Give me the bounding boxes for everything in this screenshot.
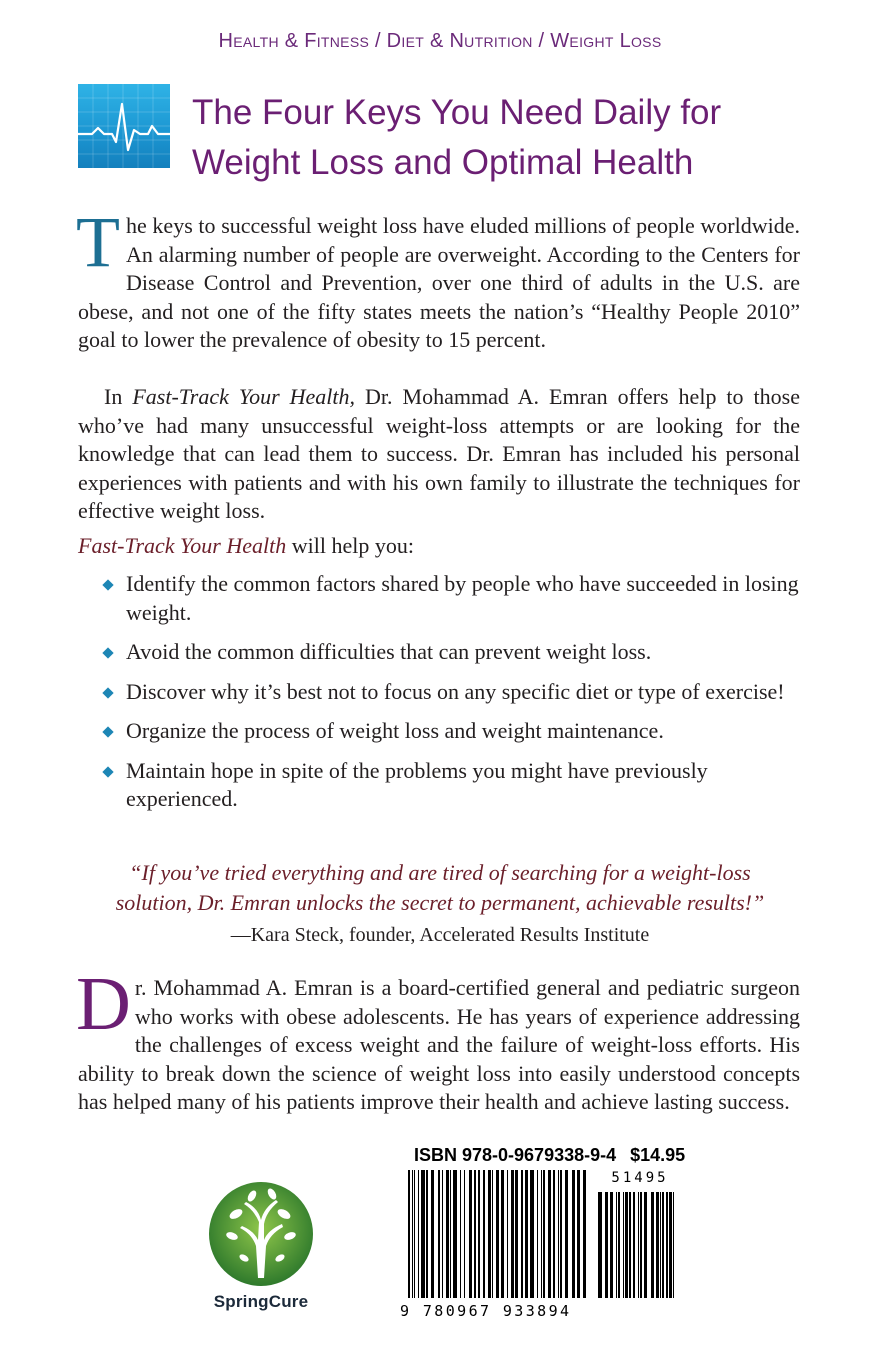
quote-attribution: —Kara Steck, founder, Accelerated Results Institute <box>230 924 650 946</box>
isbn-price-line <box>414 1145 685 1166</box>
barcode-bar <box>450 1170 451 1298</box>
barcode-bar <box>492 1170 493 1298</box>
barcode-bar <box>464 1170 465 1298</box>
barcode-bar <box>638 1192 639 1298</box>
barcode-bar <box>644 1192 647 1298</box>
barcode-bar <box>572 1170 575 1298</box>
barcode-bar <box>598 1192 602 1298</box>
intro-text: he keys to successful weight loss have eluded millions of people worldwide. An alarming number of people are overweight. According to the Centers for Disease Control and Prevention, over one third of adults in the U.S. are obese, and not one of the fifty states meets the nation’s “Healthy People 2010” goal to lower the prevalence of obesity to 15 percent. <box>78 213 800 352</box>
intro-dropcap: T <box>76 202 120 282</box>
barcode-bar <box>418 1170 419 1298</box>
barcode-bar <box>623 1192 624 1298</box>
publisher-name: SpringCure <box>213 1292 309 1311</box>
barcode-bar <box>511 1170 514 1298</box>
list-item-text: Avoid the common difficulties that can prevent weight loss. <box>126 639 652 664</box>
list-item <box>104 678 804 707</box>
barcode-bar <box>525 1170 528 1298</box>
ean-barcode-icon <box>406 1170 586 1306</box>
barcode-bar <box>478 1170 480 1298</box>
barcode-bar <box>537 1170 538 1298</box>
barcode-bar <box>583 1170 586 1298</box>
barcode-bar <box>577 1170 580 1298</box>
barcode-bar <box>426 1170 428 1298</box>
author-bio <box>76 962 800 1117</box>
description-book-title: Fast-Track Your Health, <box>132 384 356 409</box>
diamond-bullet-icon <box>102 766 113 777</box>
barcode-bar <box>666 1192 668 1298</box>
list-item <box>104 638 804 667</box>
barcode-bar <box>625 1192 628 1298</box>
barcode-bar <box>660 1192 661 1298</box>
quote-line-2: solution, Dr. Emran unlocks the secret to permanent, achievable results!” <box>115 890 765 915</box>
testimonial-quote <box>40 858 840 918</box>
barcode-bar <box>616 1192 617 1298</box>
description-text: Dr. Mohammad A. Emran offers help to those who’ve had many unsuccessful weight-loss attempts or are looking for the knowledge that can lead them to success. Dr. Emran has included his personal experiences with patients and with his own family to illustrate the techniques for effective weight loss. <box>78 384 800 523</box>
author-bio-text: r. Mohammad A. Emran is a board-certified general and pediatric surgeon who works with obese adolescents. He has years of experience addressing the challenges of excess weight and the failure of weight-loss efforts. His ability to break down the science of weight loss into easily understood concepts has helped many of his patients improve their health and achieve lasting success. <box>78 975 800 1114</box>
barcode-bar <box>605 1192 608 1298</box>
list-item <box>104 757 804 814</box>
barcode-bar <box>431 1170 434 1298</box>
list-item <box>104 570 804 627</box>
barcode-bar <box>408 1170 410 1298</box>
barcode-bar <box>618 1192 620 1298</box>
barcode-bar <box>474 1170 476 1298</box>
barcode-bar <box>496 1170 499 1298</box>
barcode-bar <box>640 1192 642 1298</box>
benefits-list <box>104 570 804 825</box>
barcode-bar <box>488 1170 491 1298</box>
helps-text: will help you: <box>286 533 414 558</box>
barcode-bar <box>483 1170 485 1298</box>
category-breadcrumb: Health & Fitness / Diet & Nutrition / Weight Loss <box>218 30 662 52</box>
barcode-bar <box>673 1192 674 1298</box>
description-lead: In <box>104 384 133 409</box>
barcode-bar <box>412 1170 413 1298</box>
headline-line-2: Weight Loss and Optimal Health <box>192 143 694 182</box>
isbn-barcode <box>400 1170 676 1330</box>
price-barcode-icon <box>596 1170 676 1306</box>
list-item-text: Identify the common factors shared by people who have succeeded in losing weight. <box>126 571 799 625</box>
barcode-bar <box>460 1170 461 1298</box>
intro-paragraph <box>76 202 800 355</box>
diamond-bullet-icon <box>102 647 113 658</box>
barcode-bar <box>629 1192 631 1298</box>
helps-book-title: Fast-Track Your Health <box>78 533 287 558</box>
description-paragraph <box>78 383 800 526</box>
helps-intro <box>78 533 414 559</box>
barcode-bar <box>656 1192 659 1298</box>
diamond-bullet-icon <box>102 687 113 698</box>
publisher-logo <box>196 1174 326 1324</box>
barcode-bar <box>421 1170 425 1298</box>
barcode-bar <box>565 1170 568 1298</box>
headline-line-1: The Four Keys You Need Daily for <box>192 93 722 132</box>
barcode-bar <box>560 1170 562 1298</box>
barcode-bar <box>633 1192 635 1298</box>
barcode-bar <box>501 1170 504 1298</box>
price-code-number: 51495 <box>602 1170 678 1186</box>
barcode-bar <box>651 1192 654 1298</box>
barcode-bar <box>662 1192 664 1298</box>
quote-line-1: “If you’ve tried everything and are tired of searching for a weight-loss <box>129 860 751 885</box>
barcode-bar <box>438 1170 440 1298</box>
list-item-text: Organize the process of weight loss and weight maintenance. <box>126 718 664 743</box>
diamond-bullet-icon <box>102 726 113 737</box>
list-item-text: Maintain hope in spite of the problems you might have previously experienced. <box>126 757 708 811</box>
barcode-bar <box>469 1170 472 1298</box>
barcode-bar <box>610 1192 613 1298</box>
barcode-bar <box>442 1170 443 1298</box>
barcode-bar <box>521 1170 523 1298</box>
isbn-label: ISBN 978-0-9679338-9-4 <box>414 1145 617 1165</box>
diamond-bullet-icon <box>102 579 113 590</box>
barcode-bar <box>453 1170 457 1298</box>
barcode-bar <box>558 1170 559 1298</box>
barcode-bar <box>541 1170 542 1298</box>
barcode-bar <box>553 1170 555 1298</box>
barcode-bar <box>446 1170 449 1298</box>
barcode-bar <box>548 1170 551 1298</box>
barcode-bar <box>515 1170 518 1298</box>
barcode-bar <box>530 1170 534 1298</box>
price-label: $14.95 <box>630 1145 686 1165</box>
barcode-number: 9 780967 933894 <box>400 1302 572 1320</box>
list-item-text: Discover why it’s best not to focus on any specific diet or type of exercise! <box>126 678 785 704</box>
headline <box>192 88 852 188</box>
barcode-bar <box>669 1192 672 1298</box>
barcode-bar <box>543 1170 545 1298</box>
barcode-bar <box>507 1170 508 1298</box>
list-item <box>104 717 804 746</box>
heartbeat-icon <box>78 84 170 168</box>
author-bio-dropcap: D <box>76 962 131 1046</box>
barcode-bar <box>414 1170 415 1298</box>
tree-circle-icon <box>196 1174 326 1292</box>
